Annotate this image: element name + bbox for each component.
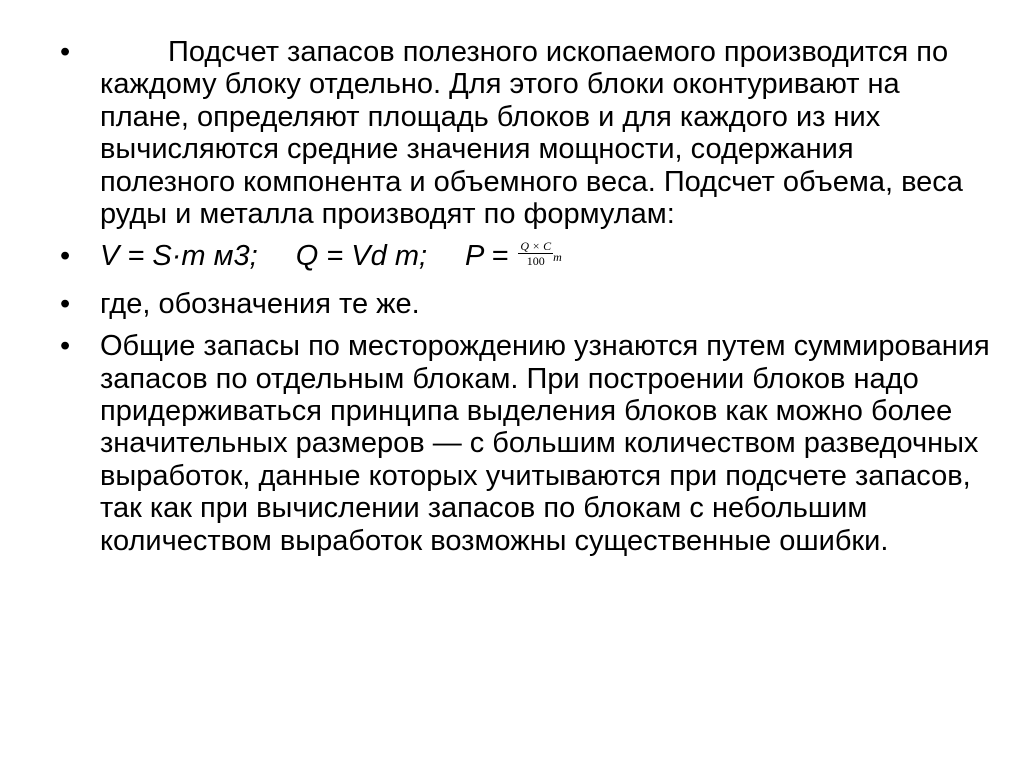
paragraph-text: Подсчет запасов полезного ископаемого производится по каждому блоку отдельно. Для этого блоки оконтуривают на плане, определяют площадь блоков и для каждого из них вычисляются средние значения мощности, содержания полезного компонента и объемного веса. Подсчет объема, веса руды и металла производят по формулам: bbox=[100, 36, 963, 231]
formula-fraction bbox=[518, 239, 553, 268]
formula-ore-weight: Q = Vd m; bbox=[295, 240, 428, 273]
paragraph-text: Общие запасы по месторождению узнаются путем суммирования запасов по отдельным блокам. При построении блоков надо придерживаться принципа выделения блоков как можно более значительных размеров — с большим количеством разведочных выработок, данные которых учитываются при подсчете запасов, так как при вычислении запасов по блокам с небольшим количеством выработок возможны существенные ошибки. bbox=[100, 330, 990, 557]
list-item-total-reserves bbox=[60, 330, 990, 557]
bullet-icon: • bbox=[60, 240, 71, 273]
formula-unit: m bbox=[553, 250, 562, 265]
fraction-numerator: Q × C bbox=[520, 239, 552, 254]
list-item-reserves-calculation bbox=[60, 36, 990, 230]
formula-volume: V = S·m м3; bbox=[100, 240, 258, 273]
bullet-icon: • bbox=[60, 330, 71, 363]
fraction-denominator: 100 bbox=[526, 254, 545, 269]
formula-line bbox=[100, 240, 562, 272]
paragraph-text: где, обозначения те же. bbox=[100, 287, 420, 320]
bullet-list bbox=[60, 36, 990, 567]
formula-metal-weight: P = bbox=[465, 240, 509, 273]
bullet-icon: • bbox=[60, 287, 71, 320]
list-item-notation bbox=[60, 288, 990, 320]
list-item-formulas bbox=[60, 240, 990, 277]
bullet-icon: • bbox=[60, 36, 71, 68]
